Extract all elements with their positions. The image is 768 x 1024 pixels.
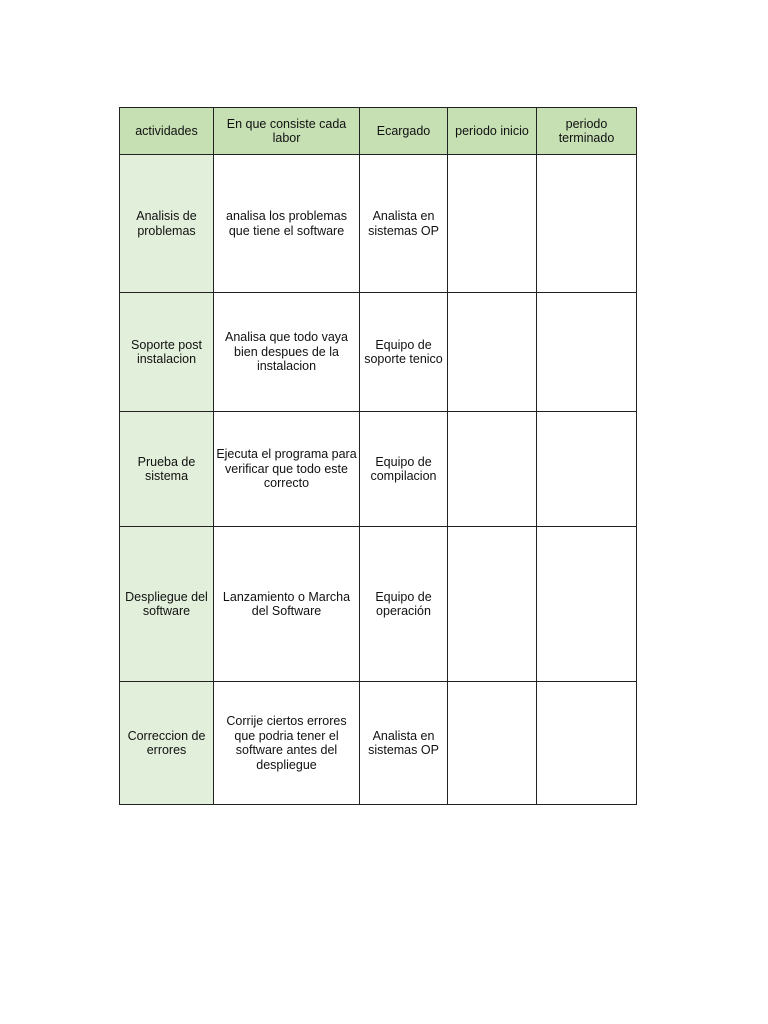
cell-descripcion: Analisa que todo vaya bien despues de la instalacion — [214, 293, 360, 412]
header-periodo-inicio: periodo inicio — [448, 108, 537, 155]
cell-periodo-inicio — [448, 155, 537, 293]
cell-encargado: Equipo de soporte tenico — [360, 293, 448, 412]
cell-actividad: Prueba de sistema — [120, 412, 214, 527]
header-encargado: Ecargado — [360, 108, 448, 155]
table-row — [120, 527, 637, 682]
cell-encargado: Equipo de operación — [360, 527, 448, 682]
cell-actividad: Despliegue del software — [120, 527, 214, 682]
activities-table — [119, 107, 637, 805]
cell-encargado: Analista en sistemas OP — [360, 682, 448, 805]
cell-actividad: Correccion de errores — [120, 682, 214, 805]
cell-periodo-inicio — [448, 412, 537, 527]
table-row — [120, 293, 637, 412]
cell-descripcion: Lanzamiento o Marcha del Software — [214, 527, 360, 682]
cell-descripcion: analisa los problemas que tiene el software — [214, 155, 360, 293]
table-row — [120, 155, 637, 293]
cell-encargado: Equipo de compilacion — [360, 412, 448, 527]
cell-periodo-terminado — [537, 293, 637, 412]
header-descripcion: En que consiste cada labor — [214, 108, 360, 155]
cell-encargado: Analista en sistemas OP — [360, 155, 448, 293]
cell-descripcion: Ejecuta el programa para verificar que todo este correcto — [214, 412, 360, 527]
cell-actividad: Soporte post instalacion — [120, 293, 214, 412]
cell-periodo-terminado — [537, 527, 637, 682]
cell-descripcion: Corrije ciertos errores que podria tener el software antes del despliegue — [214, 682, 360, 805]
table-row — [120, 682, 637, 805]
header-row — [120, 108, 637, 155]
header-periodo-terminado: periodo terminado — [537, 108, 637, 155]
cell-actividad: Analisis de problemas — [120, 155, 214, 293]
header-actividades: actividades — [120, 108, 214, 155]
cell-periodo-inicio — [448, 682, 537, 805]
cell-periodo-terminado — [537, 682, 637, 805]
cell-periodo-terminado — [537, 412, 637, 527]
table-row — [120, 412, 637, 527]
cell-periodo-inicio — [448, 527, 537, 682]
cell-periodo-inicio — [448, 293, 537, 412]
cell-periodo-terminado — [537, 155, 637, 293]
